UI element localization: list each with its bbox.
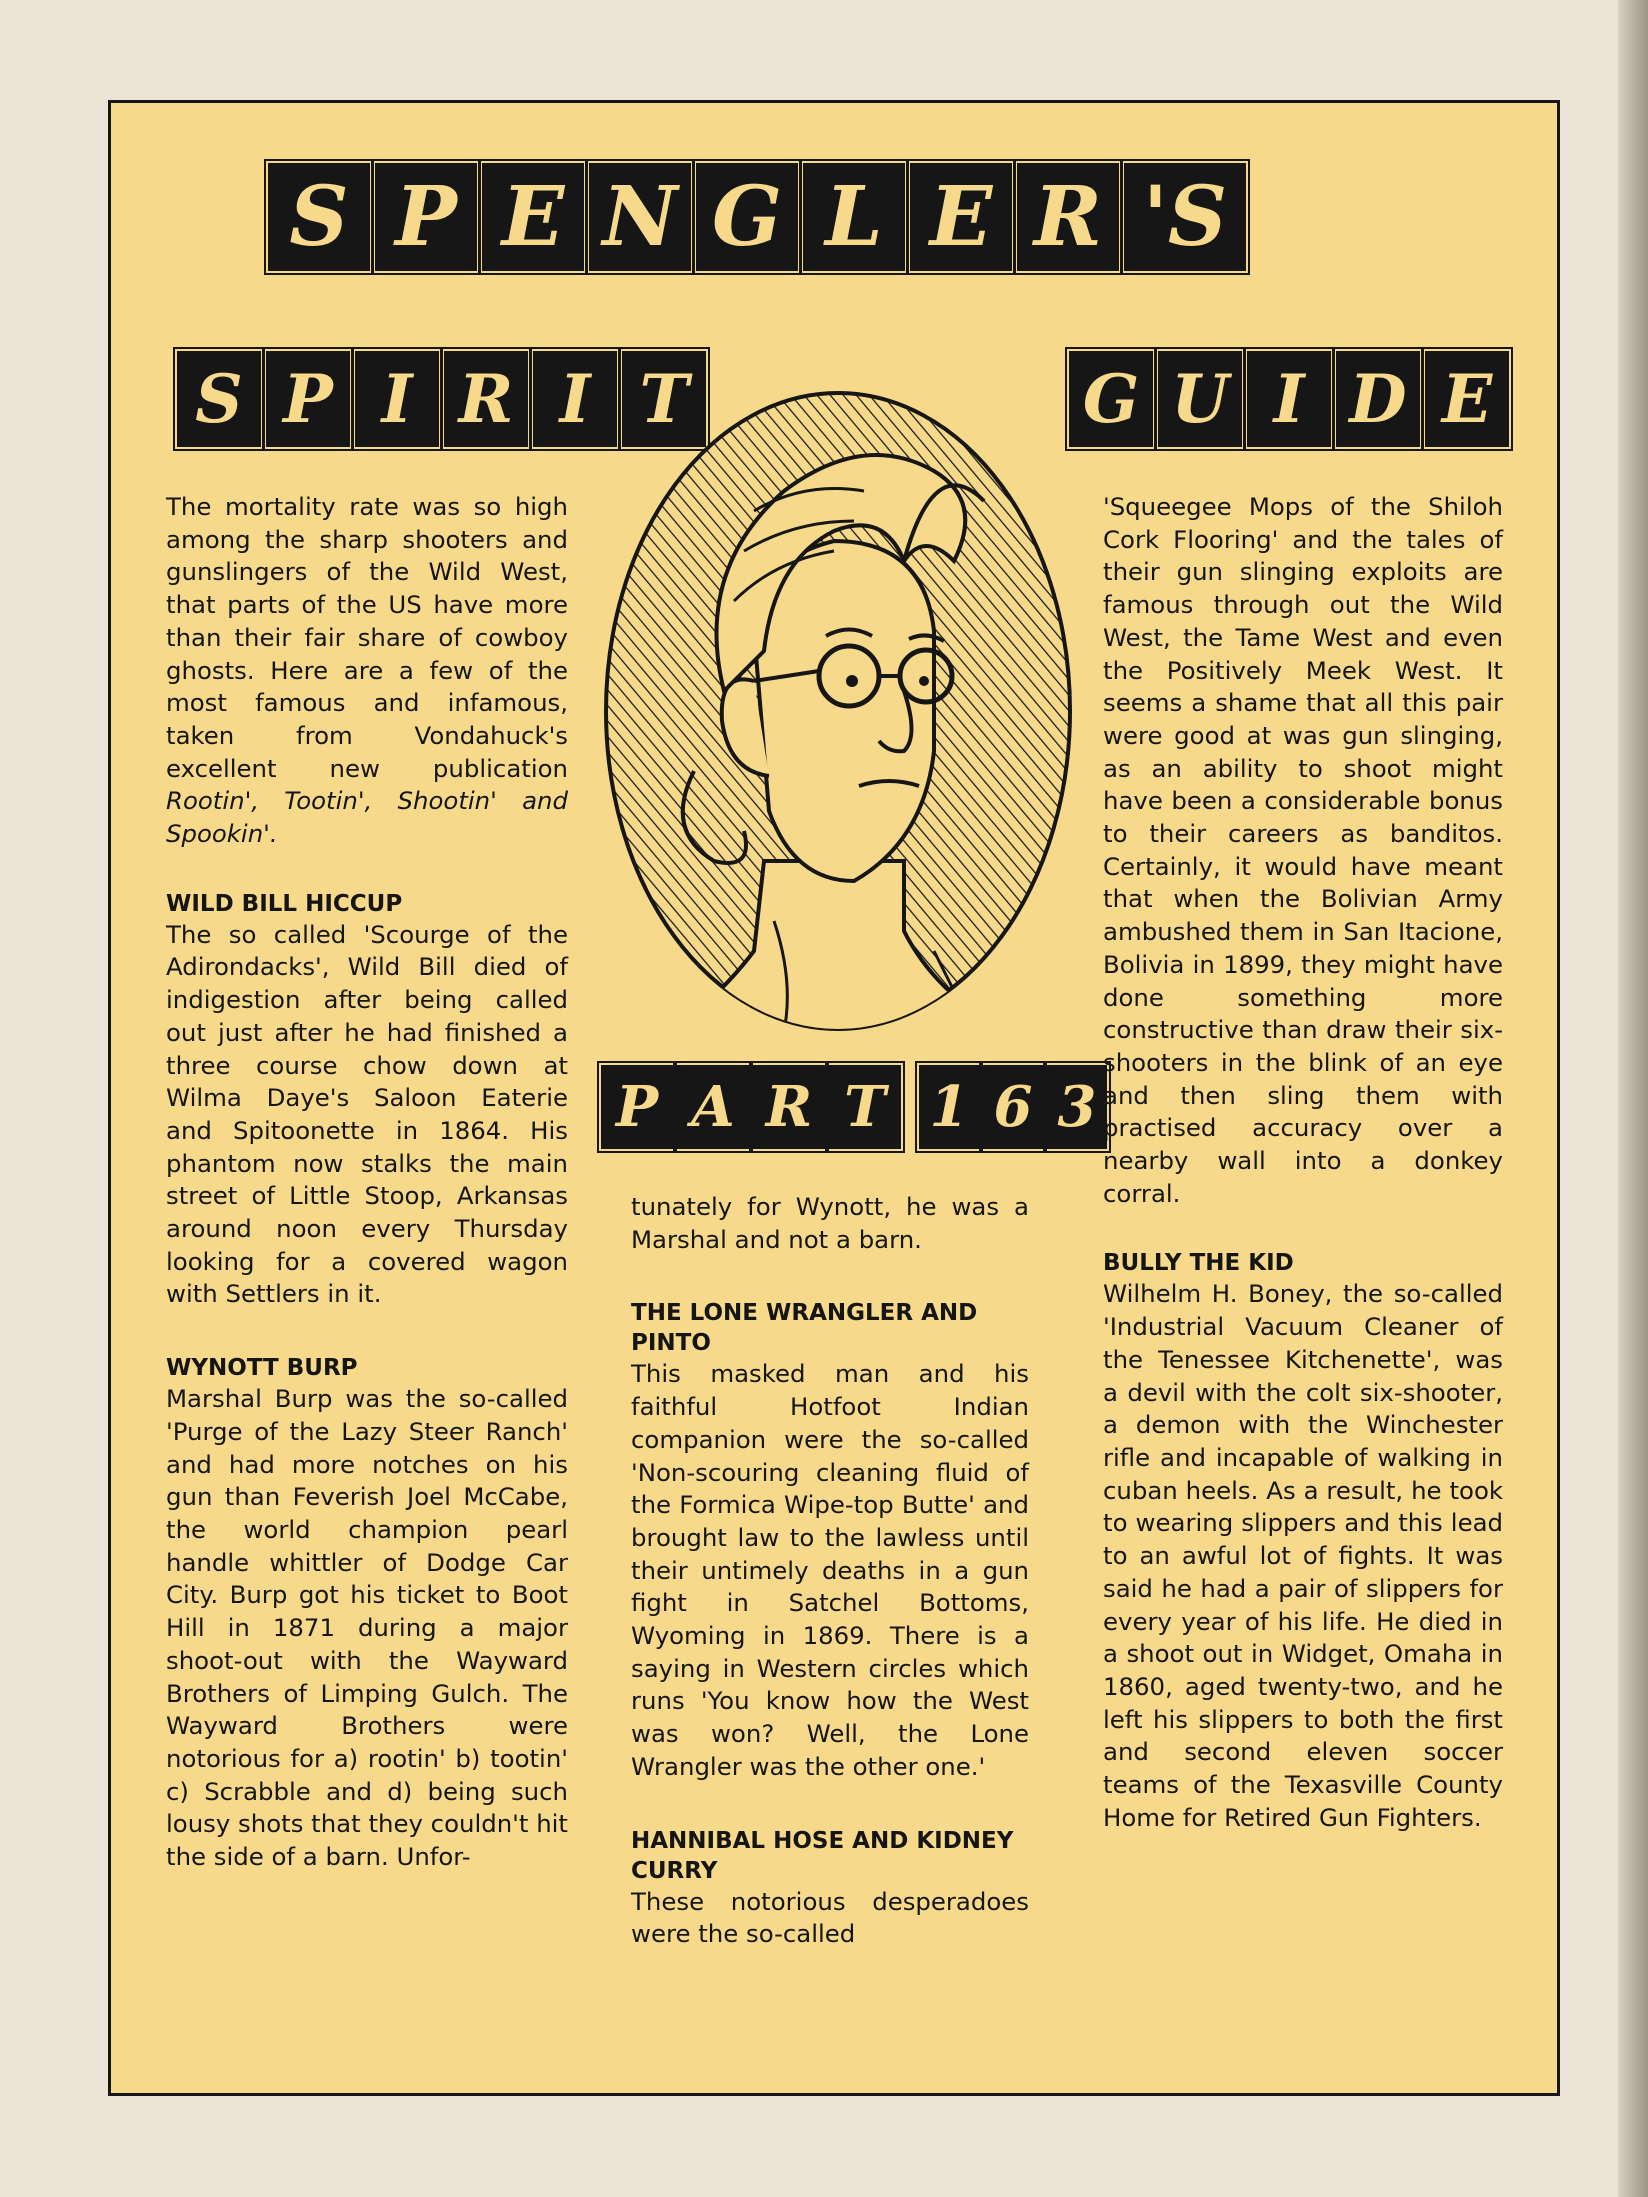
title-letter: S [177,351,261,447]
paragraph-hannibal-hose: These notorious desperadoes were the so-called [631,1886,1029,1949]
title-letter: I [1247,351,1331,447]
heading-wynott-burp: WYNOTT BURP [166,1355,358,1382]
title-letter: E [482,163,584,271]
title-spenglers [268,163,1246,271]
title-letter: 'S [1124,163,1246,271]
part-letter: A [677,1065,749,1149]
heading-hannibal-hose: HANNIBAL HOSE AND KIDNEY CURRY [631,1827,1014,1884]
part-label [601,1065,1107,1149]
heading-bully-the-kid: BULLY THE KID [1103,1250,1294,1277]
part-letter: T [829,1065,901,1149]
column-3 [1103,491,1503,1858]
title-letter: P [266,351,350,447]
part-digit: 6 [983,1065,1043,1149]
part-digit: 1 [919,1065,979,1149]
title-letter: R [444,351,528,447]
title-letter: P [375,163,477,271]
book-title: Rootin', Tootin', Shootin' and Spookin'. [166,786,568,849]
title-letter: T [622,351,706,447]
title-letter: G [1069,351,1153,447]
column-1 [166,491,568,1898]
part-letter: P [601,1065,673,1149]
title-letter: E [1425,351,1509,447]
title-letter: L [803,163,905,271]
title-letter: D [1336,351,1420,447]
paragraph-wynott-burp: Marshal Burp was the so-called 'Purge of the Lazy Steer Ranch' and had more notches on his gun than Feverish Joel McCabe, the world champion pearl handle whittler of Dodge Car City. Burp got his ticket to Boot Hill in 1871 during a major shoot-out with the Wayward Brothers of Limping Gulch. The Wayward Brothers were notorious for a) rootin' b) tootin' c) Scrabble and d) being such lousy shots that they couldn't hit the side of a barn. Unfor- [166,1384,568,1872]
title-letter: N [589,163,691,271]
part-digit: 3 [1047,1065,1107,1149]
title-letter: R [1017,163,1119,271]
title-letter: I [355,351,439,447]
title-letter: S [268,163,370,271]
continuation-paragraph: tunately for Wynott, he was a Marshal and not a barn. [631,1192,1029,1254]
intro-paragraph: The mortality rate was so high among the sharp shooters and gunslingers of the Wild West, that parts of the US have more than their fair share of cowboy ghosts. Here are a few of the most famous and infamous, taken from Vondahuck's excellent new publication Rootin', Tootin', Shootin' and Spookin'. [166,492,568,849]
paragraph-lone-wrangler: This masked man and his faithful Hotfoot Indian companion were the so-called 'Non-scouring cleaning fluid of the Formica Wipe-top Butte' and brought law to the lawless until their untimely deaths in a gun fight in Satchel Bottoms, Wyoming in 1869. There is a saying in Western circles which runs 'You know how the West was won? Well, the Lone Wrangler was the other one.' [631,1359,1029,1781]
title-letter: U [1158,351,1242,447]
paragraph-bully-the-kid: Wilhelm H. Boney, the so-called 'Industrial Vacuum Cleaner of the Tenessee Kitchenette', was a devil with the colt six-shooter, a demon with the Winchester rifle and incapable of walking in cuban heels. As a result, he took to wearing slippers and this lead to an awful lot of fights. It was said he had a pair of slippers for every year of his life. He died in a shoot out in Widget, Omaha in 1860, aged twenty-two, and he left his slippers to both the first and second eleven soccer teams of the Texasville County Home for Retired Gun Fighters. [1103,1279,1503,1832]
title-letter: G [696,163,798,271]
article-panel [108,100,1560,2096]
paragraph-wild-bill-hiccup: The so called 'Scourge of the Adirondacks', Wild Bill died of indigestion after being called out just after he had finished a three course chow down at Wilma Daye's Saloon Eaterie and Spitoonette in 1864. His phantom now stalks the main street of Little Stoop, Arkansas around noon every Thursday looking for a covered wagon with Settlers in it. [166,919,568,1309]
paragraph-squeegee-mops: 'Squeegee Mops of the Shiloh Cork Flooring' and the tales of their gun slinging exploits are famous through out the Wild West, the Tame West and even the Positively Meek West. It seems a shame that all this pair were good at was gun slinging, as an ability to shoot might have been a considerable bonus to their careers as banditos. Certainly, it would have meant that when the Bolivian Army ambushed them in San Itacione, Bolivia in 1899, they might have done something more constructive than draw their six-shooters in the blink of an eye and then sling them with practised accuracy over a nearby wall into a donkey corral. [1103,492,1503,1208]
page-edge [1618,0,1648,2197]
title-letter: I [533,351,617,447]
column-2 [631,1191,1029,1975]
title-guide [1069,351,1509,447]
heading-lone-wrangler: THE LONE WRANGLER AND PINTO [631,1300,978,1357]
ghost-cowboy-portrait-icon [604,391,1072,1031]
part-letter: R [753,1065,825,1149]
title-letter: E [910,163,1012,271]
heading-wild-bill-hiccup: WILD BILL HICCUP [166,890,403,917]
